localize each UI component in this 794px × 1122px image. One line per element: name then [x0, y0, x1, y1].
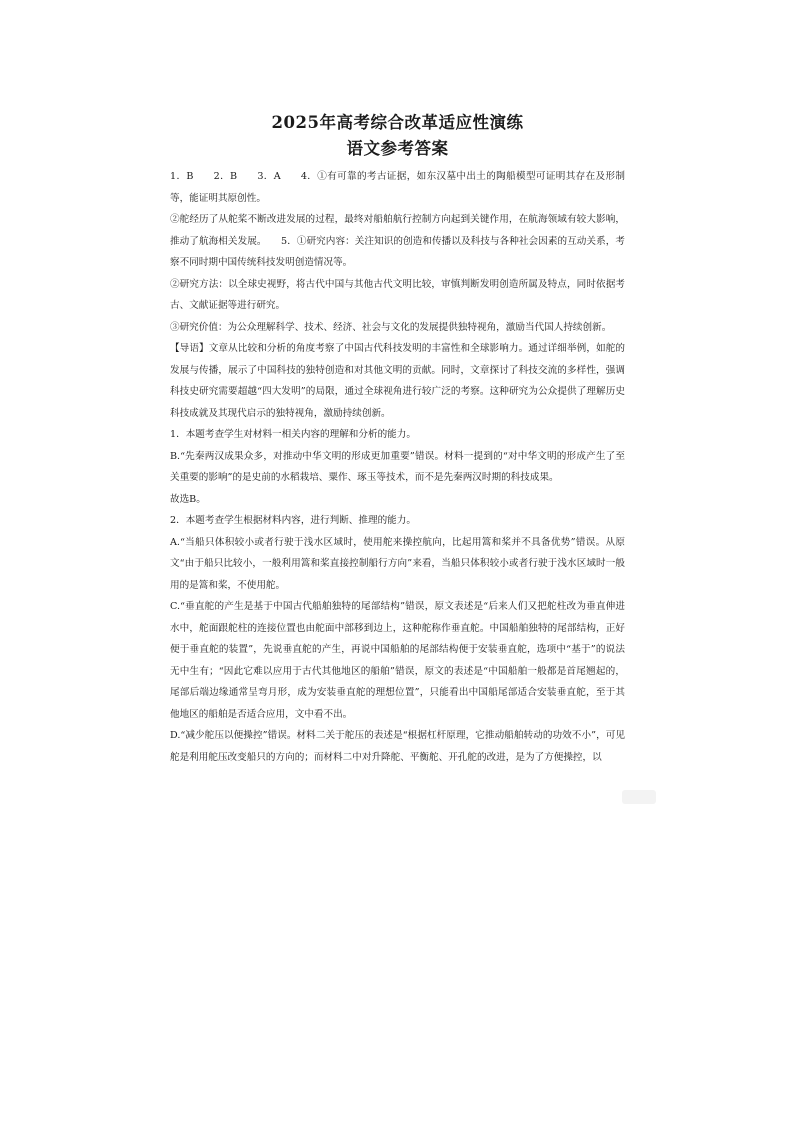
answer-document: [170, 112, 625, 768]
explanation-2-option-c: C.“垂直舵的产生是基于中国古代船舶独特的尾部结构”错误，原文表述是“后来人们又把舵柱改为垂直伸进水中，舵面跟舵柱的连接位置也由舵面中部移到边上，这种舵称作垂直舵。中国船舶独特的尾部结构，正好便于垂直舵的装置”，先说垂直舵的产生，再说中国船舶的尾部结构便于安装垂直舵，选项中“基于”的说法无中生有；“因此它难以应用于古代其他地区的船舶”错误，原文的表述是“中国船舶一般都是首尾翘起的，尾部后端边缘通常呈弯月形，成为安装垂直舵的理想位置”，只能看出中国船尾部适合安装垂直舵，至于其他地区的船舶是否适合应用，文中看不出。: [170, 601, 625, 720]
answer-4-point-2-and-5: ②舵经历了从舵桨不断改进发展的过程，最终对船舶航行控制方向起到关键作用，在航海领域有较大影响，推动了航海相关发展。 5．①研究内容：关注知识的创造和传播以及科技与各种社会因素的互动关系，考察不同时期中国传统科技发明创造情况等。: [170, 214, 625, 268]
explanation-2-option-a: A.“当船只体积较小或者行驶于浅水区域时，使用舵来操控航向，比起用篙和桨并不具备优势”错误。从原文“由于船只比较小，一般利用篙和桨直接控制船行方向”来看，当船只体积较小或者行驶于浅水区域时一般用的是篙和桨，不使用舵。: [170, 536, 625, 591]
explanation-2-heading: 2．本题考查学生根据材料内容，进行判断、推理的能力。: [170, 515, 416, 526]
document-title: 2025年高考综合改革适应性演练: [271, 113, 524, 132]
answer-5-point-3: ③研究价值：为公众理解科学、技术、经济、社会与文化的发展提供独特视角，激励当代国人持续创新。: [170, 321, 612, 333]
answer-5-point-2: ②研究方法：以全球史视野，将古代中国与其他古代文明比较，审慎判断发明创造所属及特点，同时依据考古、文献证据等进行研究。: [170, 278, 625, 311]
answers-1-4: 1．B 2．B 3．A 4．①有可靠的考古证据，如东汉墓中出土的陶船模型可证明其存在及形制等，能证明其原创性。: [170, 171, 625, 204]
explanation-1-conclusion: 故选B。: [170, 493, 206, 505]
guide-paragraph: 【导语】文章从比较和分析的角度考察了中国古代科技发明的丰富性和全球影响力。通过详细举例，如舵的发展与传播，展示了中国科技的独特创造和对其他文明的贡献。同时，文章探讨了科技交流的多样性，强调科技史研究需要超越“四大发明”的局限，通过全球视角进行较广泛的考察。这种研究为公众提供了理解历史科技成就及其现代启示的独特视角，激励持续创新。: [170, 343, 625, 419]
faint-watermark: [622, 790, 656, 804]
explanation-1-heading: 1．本题考查学生对材料一相关内容的理解和分析的能力。: [170, 429, 416, 440]
document-subtitle: 语文参考答案: [346, 139, 449, 158]
explanation-1-option-b: B.“先秦两汉成果众多，对推动中华文明的形成更加重要”错误。材料一提到的“对中华文明的形成产生了至关重要的影响”的是史前的水稻栽培、粟作、琢玉等技术，而不是先秦两汉时期的科技成果。: [170, 450, 625, 483]
explanation-2-option-d: D.“减少舵压以便操控”错误。材料二关于舵压的表述是“根据杠杆原理，它推动船舶转动的功效不小”，可见舵是利用舵压改变船只的方向的；而材料二中对升降舵、平衡舵、开孔舵的改进，是为了方便操控，以: [170, 730, 625, 763]
